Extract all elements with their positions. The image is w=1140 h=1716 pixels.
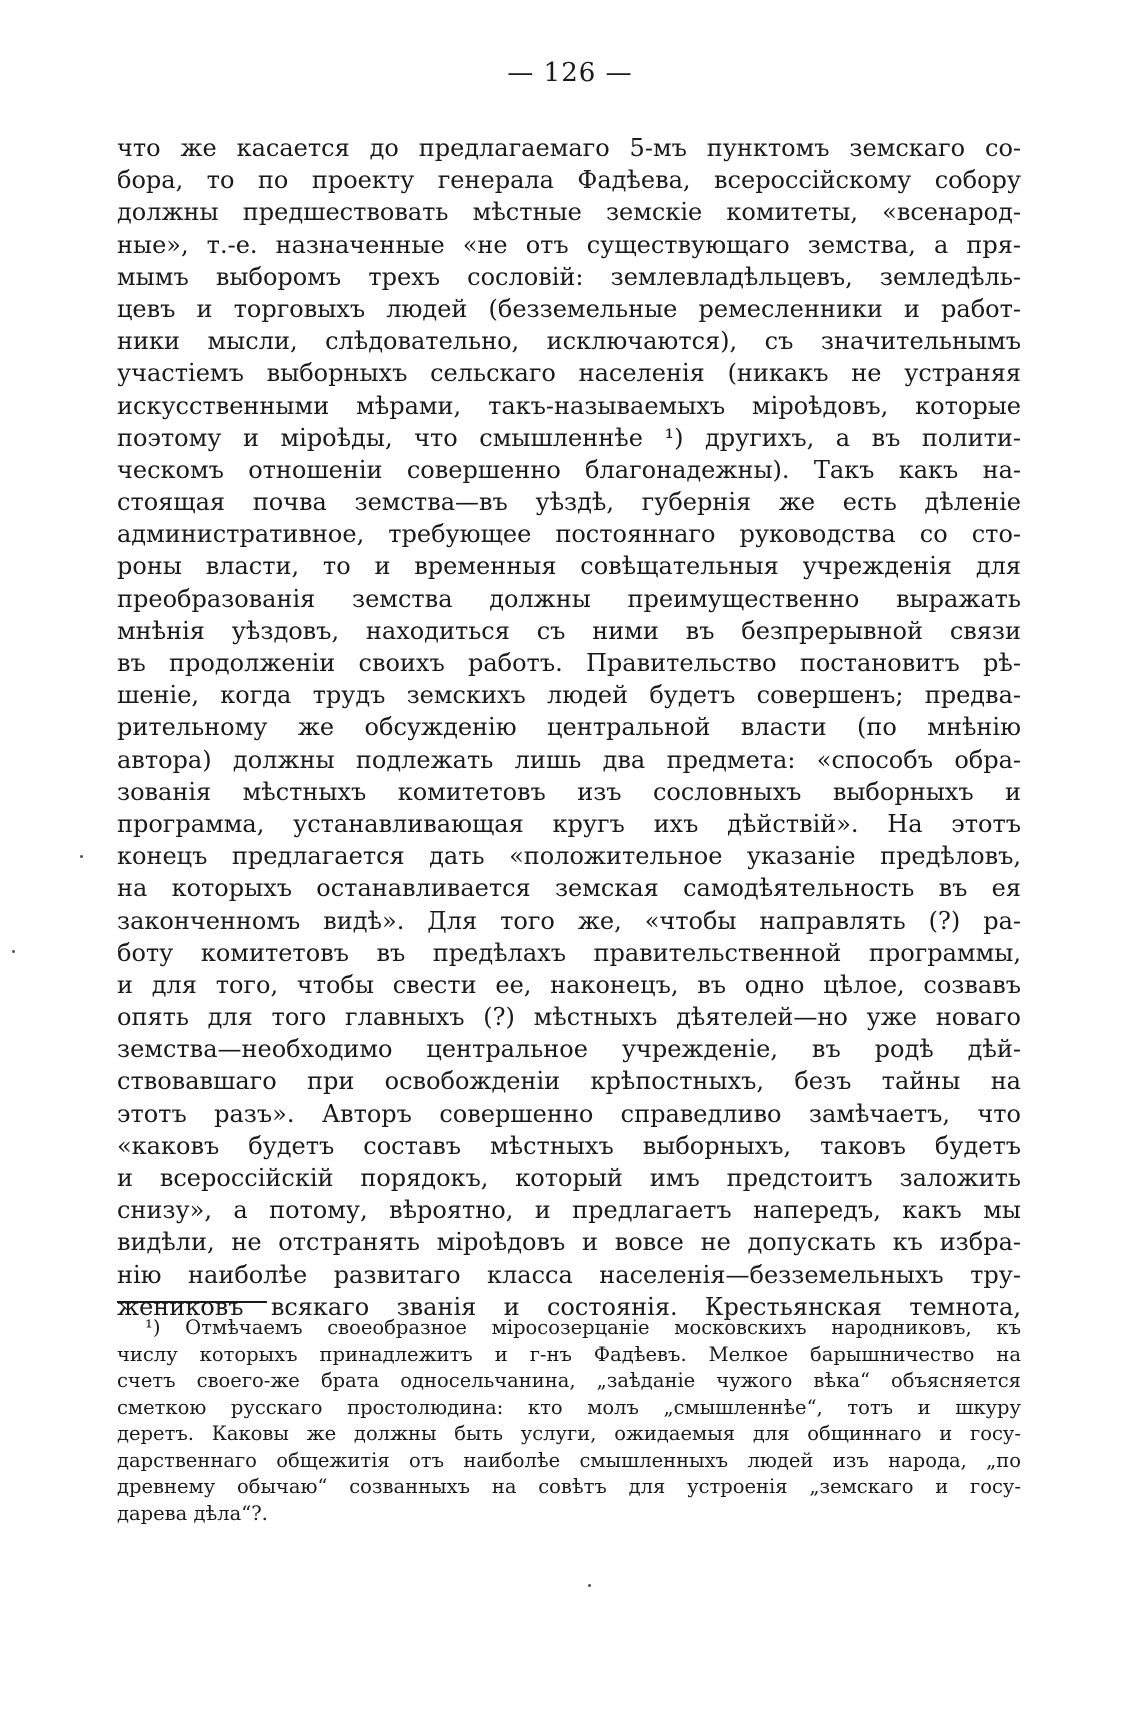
- footnote-line: дарева дѣла“?.: [117, 1501, 268, 1525]
- text-line: что же касается до предлагаемаго 5-мъ пунктомъ земскаго со-: [117, 134, 1021, 162]
- text-line: программа, устанавливающая кругъ ихъ дѣйствій». На этотъ: [117, 809, 1021, 838]
- text-line: ческомъ отношеніи совершенно благонадежны). Такъ какъ на-: [117, 455, 1021, 484]
- text-line: участіемъ выборныхъ сельскаго населенія (никакъ не устраняя: [117, 359, 1021, 388]
- text-line: земства—необходимо центральное учрежденіе, въ родѣ дѣй-: [117, 1035, 1021, 1064]
- page-number: — 126 —: [507, 58, 633, 88]
- text-line: законченномъ видѣ». Для того же, «чтобы направлять (?) ра-: [117, 906, 1021, 935]
- text-line: боту комитетовъ въ предѣлахъ правительственной программы,: [117, 938, 1021, 967]
- text-line: этотъ разъ». Авторъ совершенно справедливо замѣчаетъ, что: [117, 1099, 1021, 1128]
- text-line: «каковъ будетъ составъ мѣстныхъ выборныхъ, таковъ будетъ: [117, 1131, 1021, 1160]
- text-line: и всероссійскій порядокъ, который имъ предстоитъ заложить: [117, 1164, 1021, 1192]
- main-text: [117, 132, 1021, 1323]
- text-line: конецъ предлагается дать «положительное указаніе предѣловъ,: [117, 842, 1021, 871]
- paper-speck: [588, 1584, 591, 1587]
- text-line: и для того, чтобы свести ее, наконецъ, въ одно цѣлое, созвавъ: [117, 970, 1021, 999]
- text-line: мнѣнія уѣздовъ, находиться съ ними въ безпрерывной связи: [117, 616, 1021, 645]
- footnote-line: сметкою русскаго простолюдина: кто молъ „смышленнѣе“, тотъ и шкуру: [117, 1395, 1021, 1419]
- text-line: зованія мѣстныхъ комитетовъ изъ сословныхъ выборныхъ и: [117, 777, 1021, 806]
- footnote-line: дарственнаго общежитія отъ наиболѣе смышленныхъ людей изъ народа, „по: [117, 1448, 1021, 1472]
- paper-speck: [12, 950, 15, 953]
- text-line: видѣли, не отстранять міроѣдовъ и вовсе не допускать къ избра-: [117, 1228, 1021, 1257]
- text-line: на которыхъ останавливается земская самодѣятельность въ ея: [117, 874, 1021, 903]
- text-line: поэтому и міроѣды, что смышленнѣе ¹) другихъ, а въ полити-: [117, 423, 1021, 452]
- text-line: ные», т.-е. назначенные «не отъ существующаго земства, а пря-: [117, 230, 1021, 259]
- text-line: жениковъ всякаго званія и состоянія. Крестьянская темнота,: [117, 1292, 1021, 1321]
- footnote: [117, 1315, 1021, 1527]
- footnote-line: счетъ своего-же брата односельчанина, „заѣданіе чужого вѣка“ объясняется: [117, 1369, 1021, 1392]
- footnote-line: древнему обычаю“ созванныхъ на совѣтъ для устроенія „земскаго и госу-: [117, 1475, 1021, 1498]
- paper-speck: [80, 855, 83, 858]
- text-line: рительному же обсужденію центральной власти (по мнѣнію: [117, 713, 1021, 742]
- text-line: должны предшествовать мѣстные земскіе комитеты, «всенарод-: [117, 198, 1021, 227]
- text-line: нію наиболѣе развитаго класса населенія—безземельныхъ тру-: [117, 1260, 1021, 1289]
- text-line: бора, то по проекту генерала Фадѣева, всероссійскому собору: [117, 166, 1021, 195]
- text-line: искусственными мѣрами, такъ-называемыхъ міроѣдовъ, которые: [117, 391, 1021, 420]
- text-line: мымъ выборомъ трехъ сословій: землевладѣльцевъ, земледѣль-: [117, 262, 1021, 291]
- text-line: автора) должны подлежать лишь два предмета: «способъ обра-: [117, 745, 1021, 774]
- text-line: преобразованія земства должны преимущественно выражать: [117, 584, 1021, 613]
- text-line: шеніе, когда трудъ земскихъ людей будетъ совершенъ; предва-: [117, 681, 1021, 710]
- text-line: опять для того главныхъ (?) мѣстныхъ дѣятелей—но уже новаго: [117, 1003, 1021, 1032]
- text-line: въ продолженіи своихъ работъ. Правительство постановитъ рѣ-: [117, 649, 1021, 677]
- text-line: снизу», а потому, вѣроятно, и предлагаетъ напередъ, какъ мы: [117, 1196, 1021, 1225]
- footnote-line: числу которыхъ принадлежитъ и г-нъ Фадѣевъ. Мелкое барышничество на: [117, 1342, 1021, 1366]
- text-line: административное, требующее постояннаго руководства со сто-: [117, 520, 1021, 549]
- footnote-line: деретъ. Каковы же должны быть услуги, ожидаемыя для общиннаго и госу-: [117, 1422, 1021, 1445]
- text-line: ники мысли, слѣдовательно, исключаются), съ значительнымъ: [117, 327, 1021, 356]
- text-line: роны власти, то и временныя совѣщательныя учрежденія для: [117, 552, 1021, 581]
- footnote-line: ¹) Отмѣчаемъ своеобразное міросозерцаніе московскихъ народниковъ, къ: [145, 1316, 1021, 1339]
- text-line: цевъ и торговыхъ людей (безземельные ремесленники и работ-: [117, 294, 1021, 323]
- text-line: ствовавшаго при освобожденіи крѣпостныхъ, безъ тайны на: [117, 1067, 1021, 1096]
- footnote-separator: [117, 1301, 267, 1303]
- text-line: стоящая почва земства—въ уѣздѣ, губернія же есть дѣленіе: [117, 488, 1021, 517]
